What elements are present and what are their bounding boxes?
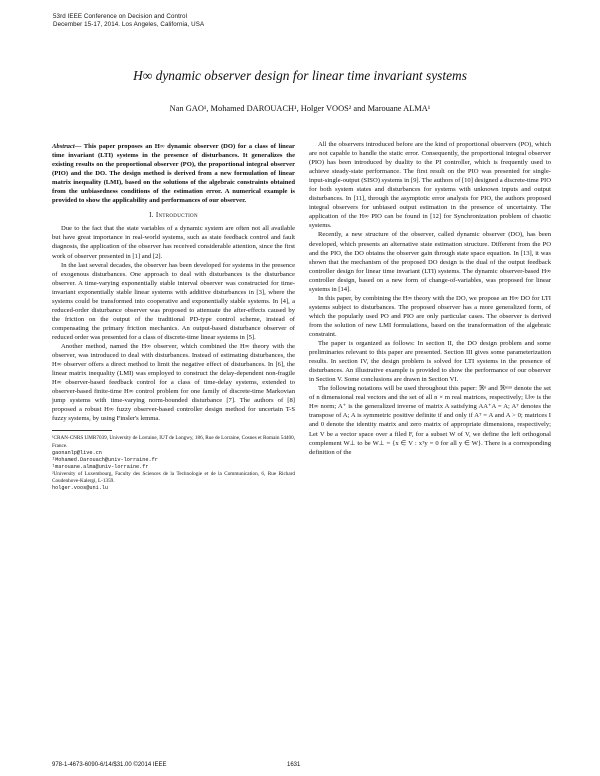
footnote-affiliation-1: ¹CRAN-CNRS UMR7039, University de Lorraine, IUT de Longwy, 186, Rue de Lorraine, Cosnes et Romain 54400, France. [52, 435, 295, 449]
author-list: Nan GAO¹, Mohamed DAROUACH¹, Holger VOOS² and Marouane ALMA¹ [169, 104, 431, 113]
section-title-introduction: I. Introduction [149, 211, 198, 220]
conference-line-2: December 15-17, 2014. Los Angeles, California, USA [53, 20, 205, 28]
right-paragraph-1: All the observers introduced before are the kind of proportional observers (PO), which are not capable to handle the static error. Consequently, the proportional integral observer (PIO) has been introduced by duality to the PI controller, which is frequently used to achieve steady-state performance. The first result on the PIO was presented for single-input-single-output (SISO) systems in [9]. The authors of [10] designed a discrete-time PIO for both system states and disturbances for systems with unknown inputs and output disturbances. In [11], through the asymptotic error analysis for PIO, the authors proposed integral observers for unbiased output estimation in the presence of uncertainty. The application of the H∞ PIO can be found in [12] for Synchronization problem of chaotic systems. [309, 141, 551, 230]
left-paragraph-3: Another method, named the H∞ observer, which combined the H∞ theory with the observer, was introduced to deal with disturbances. Instead of estimating disturbances, the H∞ observer offers a direct method to limit the negative effect of disturbances. In [6], the linear matrix inequality (LMI) was employed to construct the delay-dependent non-fragile H∞ observer-based feedback control for a class of time-delay systems, extended to observer-based finite-time H∞ control problem for one family of discrete-time Markovian jump systems with time-varying norm-bounded disturbance [7]. The authors of [8] proposed a robust H∞ fuzzy observer-based controller design method for uncertain T-S fuzzy systems, by using Finsler's lemma. [52, 342, 295, 423]
right-paragraph-2: Recently, a new structure of the observer, called dynamic observer (DO), has been developed, which presents an alternative state estimation structure. Different from the PO and the PIO, the DO obtains the observer gain through state space equation. In [13], it was shown that the mechanism of the proposed DO design is the dual of the output feedback controller design for linear time invariant (LTI) systems. The dynamic observer-based H∞ controller design, based on a new form of change-of-variables, was proposed for linear systems in [14]. [309, 231, 551, 293]
abstract [52, 142, 295, 205]
left-column [52, 142, 295, 492]
right-paragraph-5: The following notations will be used throughout this paper: ℜⁿ and ℜⁿˣᵐ denote the set of n dimensional real vectors and the set of all n × m real matrices, respectively; ‖.‖∞ is the H∞ norm; A⁺ is the generalized inverse of matrix A satisfying AA⁺A = A; Aᵀ denotes the transpose of A; A is symmetric positive definite if and only if Aᵀ = A and A > 0; matrices I and 0 denote the identity matrix and zero matrix of appropriate dimensions, respectively; Let V be a vector space over a filed F, for a subset W of V, we define the left orthogonal complement W⊥ to be W⊥ = {x ∈ V : xᵀy = 0 for all y ∈ W}. There is a corresponding definition of the [309, 385, 551, 456]
abstract-text: — This paper proposes an H∞ dynamic observer (DO) for a class of linear time invariant (LTI) systems in the presence of disturbances. It generalizes the existing results on the proportional observer (PO), the proportional integral observer (PIO) and the DO. The design method is derived from a new formulation of linear matrix inequality (LMI), based on the solutions of the algebraic constraints obtained from the unbiasedness conditions of the estimation error. A numerical example is provided to show the applicability and performances of our observer. [52, 143, 295, 205]
page-number: 1631 [287, 762, 301, 768]
right-paragraph-4: The paper is organized as follows: In section II, the DO design problem and some preliminaries relevant to this paper are presented. Section III gives some parameterization results. In section IV, the design problem is solved for LTI systems in the presence of disturbances. An illustrative example is provided to show the performance of our observer in Section V. Some conclusions are drawn in Section VI. [309, 340, 551, 384]
conference-header [53, 13, 204, 28]
left-paragraph-2: In the last several decades, the observer has been developed for systems in the presence of exogenous disturbances. One approach to deal with disturbances is the disturbance observer. A time-varying exponentially stable interval observer was constructed for time-invariant exponentially stable linear systems with additive disturbances in [3], where the systems could be transformed into cooperative and exponentially stable systems. In [4], a reduced-order disturbance observer was proposed to attenuate the after-effects caused by the friction on the output of the traditional PD-type control scheme, instead of compensating the primary friction mechanics. An output-based disturbance observer of reduced order was presented for a class of discrete-time linear systems in [5]. [52, 261, 295, 341]
footnotes [52, 435, 295, 492]
footnote-email-3[interactable]: ¹marouane.alma@univ-lorraine.fr [52, 463, 149, 470]
footnote-affiliation-2: ²University of Luxembourg, Faculty des Sciences de la Technologie et de la Communication, 6, Rue Richard Coudenhove-Kalergi, L-1359. [52, 470, 295, 484]
right-column [309, 140, 551, 457]
left-paragraph-1: Due to the fact that the state variables of a dynamic system are often not all available but have great importance in real-world systems, such as state feedback control and fault diagnosis, the application of the observer has received considerable attention, since the first work of observer presented in [1] and [2]. [52, 225, 295, 260]
footer-isbn: 978-1-4673-6090-6/14/$31.00 ©2014 IEEE [52, 762, 167, 768]
right-paragraph-3: In this paper, by combining the H∞ theory with the DO, we propose an H∞ DO for LTI systems subject to disturbances. The proposed observer has a more generalized form, of which the popularly used PO and PIO are only particular cases. The observer is derived from the solution of new LMI formulations, based on the transformation of the algebraic constraint. [309, 294, 551, 338]
footnote-email-4[interactable]: holger.voos@uni.lu [52, 485, 109, 492]
paper-title: H∞ dynamic observer design for linear time invariant systems [133, 68, 467, 83]
footnote-divider [52, 430, 112, 431]
abstract-lead: Abstract [52, 143, 75, 150]
conference-line-1: 53rd IEEE Conference on Decision and Control [53, 13, 188, 20]
footnote-email-2[interactable]: ¹Mohamed.Darouach@univ-lorraine.fr [52, 456, 158, 463]
footnote-email-1[interactable]: gaonanlp@live.cn [52, 449, 102, 456]
